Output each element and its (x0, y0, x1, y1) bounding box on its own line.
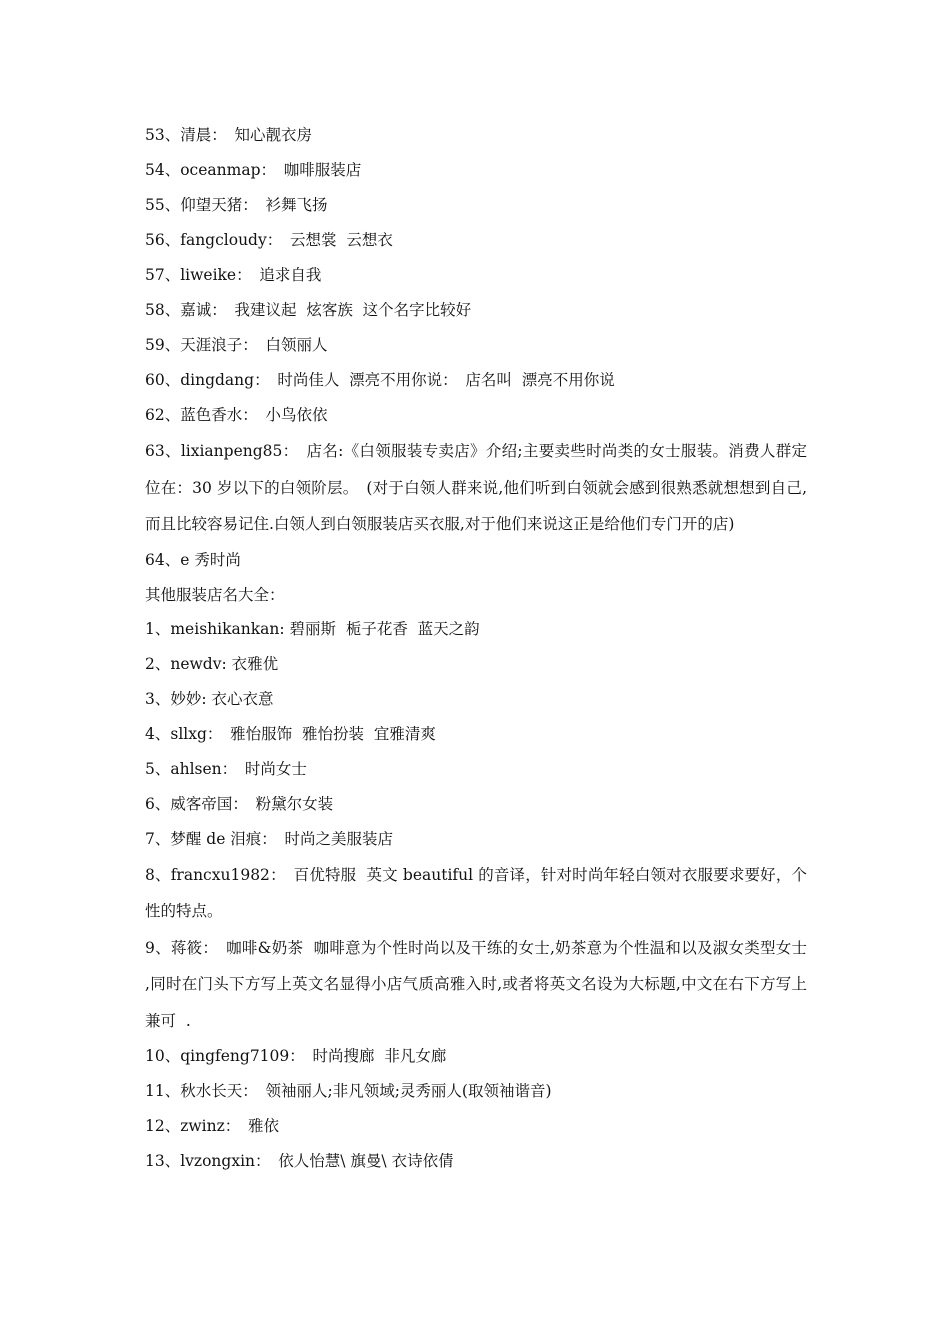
entry-text: 55、仰望天猪： 衫舞飞扬 (145, 196, 328, 214)
entry-text: 58、嘉诚： 我建议起 炫客族 这个名字比较好 (145, 301, 472, 319)
list-item (145, 1109, 807, 1144)
list-item-paragraph (145, 433, 807, 543)
entry-text: 8、francxu1982： 百优特服 英文 beautiful 的音译，针对时尚年轻白领对衣服要求要好，个性的特点。 (145, 865, 807, 920)
section-heading (145, 578, 807, 612)
entry-text: 3、妙妙: 衣心衣意 (145, 689, 274, 708)
entry-text: 62、蓝色香水： 小鸟依依 (145, 406, 328, 424)
entry-text: 11、秋水长天： 领袖丽人;非凡领域;灵秀丽人(取领袖谐音) (145, 1082, 552, 1100)
entry-text: 60、dingdang： 时尚佳人 漂亮不用你说： 店名叫 漂亮不用你说 (145, 371, 615, 389)
list-item (145, 682, 807, 717)
list-item (145, 1039, 807, 1074)
entry-text: 9、蒋筱： 咖啡&奶茶 咖啡意为个性时尚以及干练的女士,奶茶意为个性温和以及淑女类型女士 ,同时在门头下方写上英文名显得小店气质高雅入时,或者将英文名设为大标题,中文在右下方写上兼可 . (145, 938, 817, 1030)
document-page (145, 118, 817, 1179)
list-item (145, 822, 807, 857)
entry-text: 59、天涯浪子： 白领丽人 (145, 336, 328, 354)
entry-text: 2、newdv: 衣雅优 (145, 654, 279, 673)
entry-text: 12、zwinz： 雅依 (145, 1117, 280, 1135)
list-item (145, 188, 807, 223)
list-item (145, 612, 807, 647)
entry-text: 63、lixianpeng85： 店名:《白领服装专卖店》介绍;主要卖些时尚类的女士服装。消费人群定位在：30 岁以下的白领阶层。 (对于白领人群来说,他们听到白领就会感到很熟悉就想想到自己,而且比较容易记住.白领人到白领服装店买衣服,对于他们来说这正是给他们专门开的店) (145, 442, 807, 533)
list-item-paragraph (145, 930, 817, 1040)
entry-text: 4、sllxg： 雅怡服饰 雅怡扮装 宜雅清爽 (145, 724, 436, 743)
list-item (145, 787, 807, 822)
list-item (145, 293, 807, 328)
list-item (145, 223, 807, 258)
list-item (145, 118, 807, 153)
entry-text: 5、ahlsen： 时尚女士 (145, 759, 307, 778)
list-item (145, 363, 807, 398)
list-item (145, 328, 807, 363)
entry-text: 64、e 秀时尚 (145, 550, 241, 569)
entry-text: 1、meishikankan: 碧丽斯 栀子花香 蓝天之韵 (145, 619, 480, 638)
entry-text: 54、oceanmap： 咖啡服装店 (145, 161, 362, 179)
list-item-paragraph (145, 857, 807, 930)
list-item (145, 1144, 807, 1179)
entry-text: 6、威客帝国： 粉黛尔女装 (145, 794, 334, 813)
list-item (145, 1074, 807, 1109)
entry-text: 7、梦醒 de 泪痕： 时尚之美服装店 (145, 829, 394, 848)
list-item (145, 398, 807, 433)
list-item (145, 717, 807, 752)
list-item (145, 258, 807, 293)
entry-text: 56、fangcloudy： 云想裳 云想衣 (145, 231, 393, 249)
entry-text: 57、liweike： 追求自我 (145, 266, 322, 284)
entry-text: 10、qingfeng7109： 时尚搜廊 非凡女廊 (145, 1047, 447, 1065)
list-item (145, 752, 807, 787)
list-item (145, 543, 807, 578)
section-heading-text: 其他服装店名大全： (145, 585, 285, 604)
entry-text: 13、lvzongxin： 依人怡慧\ 旗曼\ 衣诗依倩 (145, 1152, 454, 1170)
entry-text: 53、清晨： 知心靓衣房 (145, 126, 312, 144)
list-item (145, 647, 807, 682)
list-item (145, 153, 807, 188)
